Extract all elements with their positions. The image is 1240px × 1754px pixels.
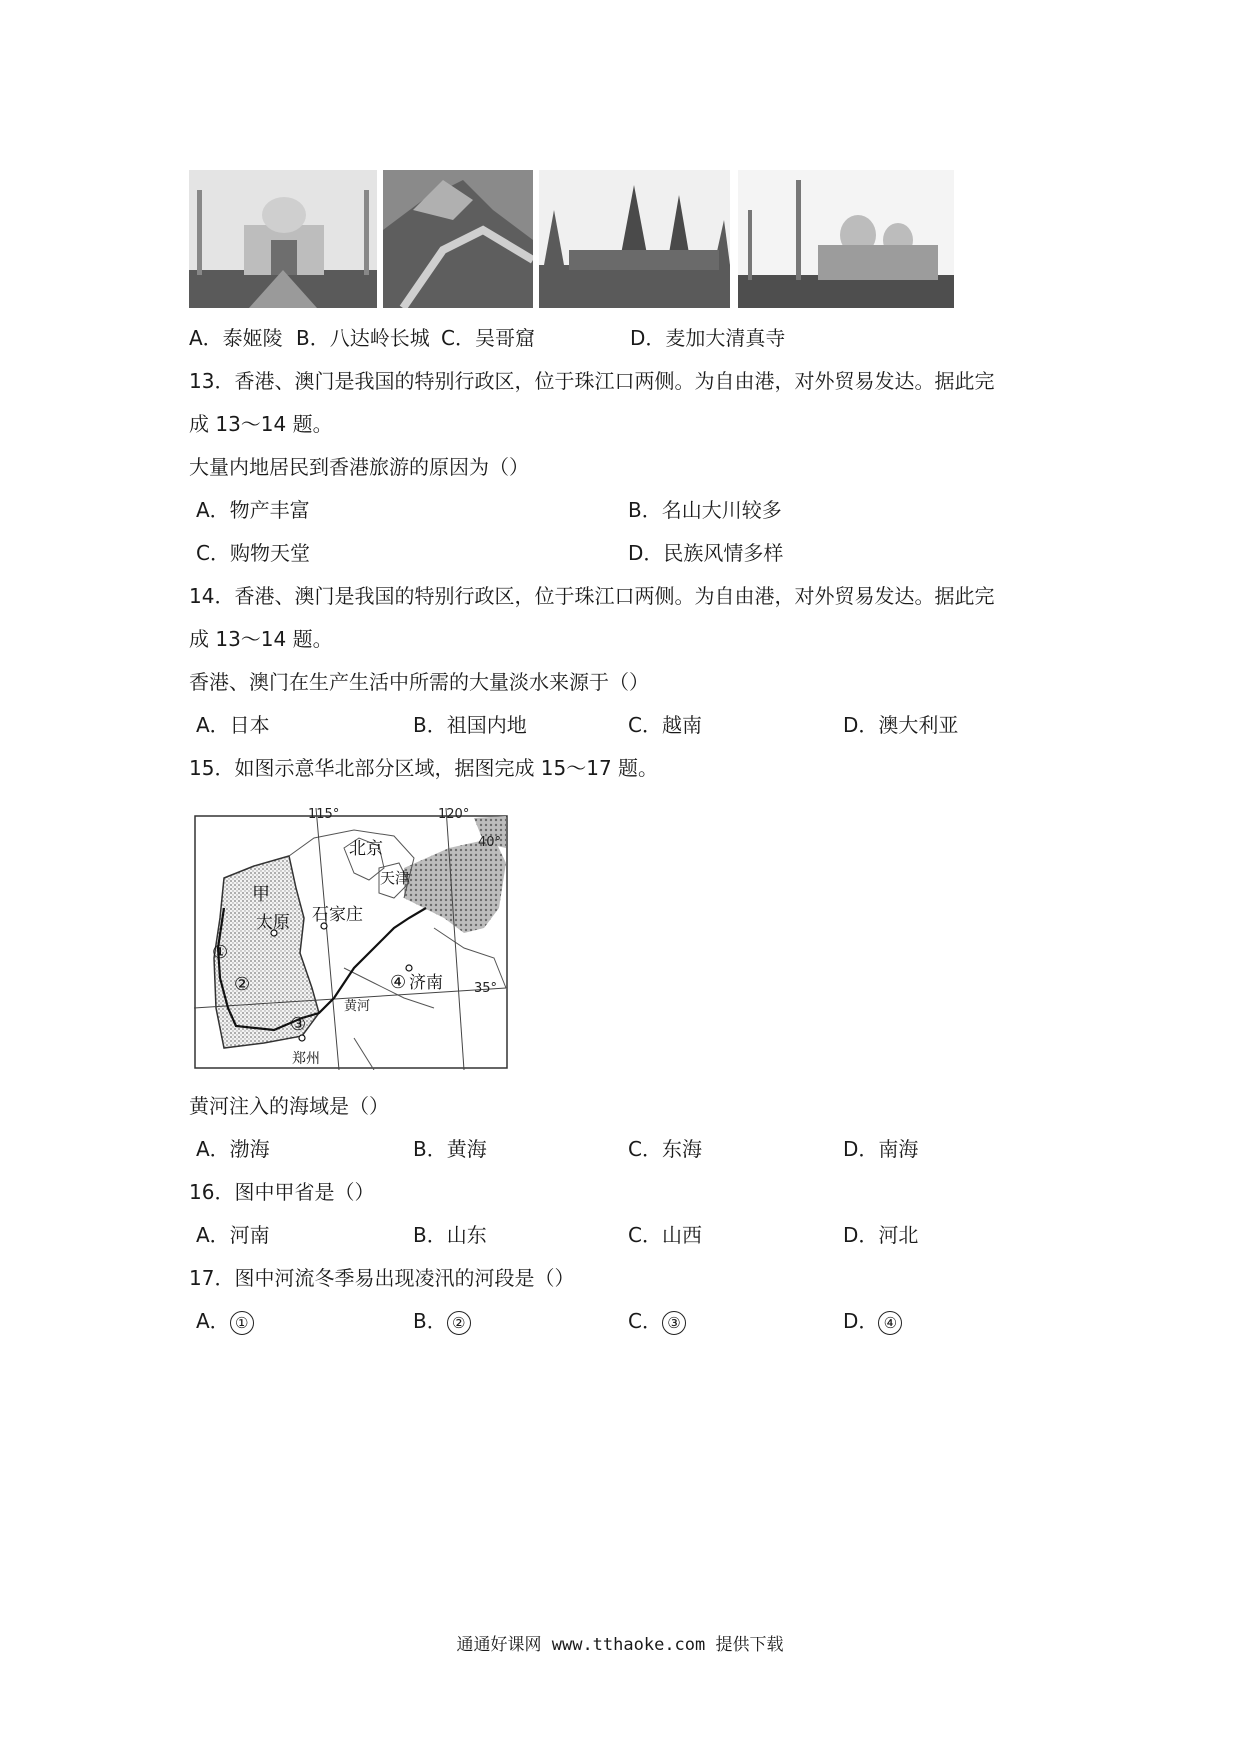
- segment-1: ①: [212, 942, 229, 963]
- q13-intro-line2: 成 13～14 题。: [189, 412, 333, 436]
- place-jinan: 济南: [409, 973, 443, 993]
- segment-2: ②: [234, 974, 251, 995]
- q17-option-a-prefix: A．: [196, 1309, 230, 1333]
- q13-option-d: D．民族风情多样: [628, 541, 784, 565]
- q14-intro-line2: 成 13～14 题。: [189, 627, 333, 651]
- q13-intro-line1: 13．香港、澳门是我国的特别行政区，位于珠江口两侧。为自由港，对外贸易发达。据此完: [189, 369, 995, 393]
- q12-option-c: C．吴哥窟: [441, 326, 535, 350]
- place-jia: 甲: [252, 884, 270, 905]
- place-taiyuan: 太原: [256, 913, 290, 933]
- place-beijing: 北京: [349, 839, 383, 859]
- place-shijiazhuang: 石家庄: [312, 905, 363, 925]
- lat-label-35: 35°: [474, 981, 498, 996]
- segment-4: ④: [390, 972, 407, 993]
- q15-option-c: C．东海: [628, 1137, 702, 1161]
- place-zhengzhou: 郑州: [292, 1051, 320, 1067]
- q17-option-b-mark: ②: [447, 1311, 471, 1335]
- q17-option-c-prefix: C．: [628, 1309, 662, 1333]
- great-wall-photo: [383, 170, 533, 308]
- q13-question: 大量内地居民到香港旅游的原因为（）: [189, 455, 529, 479]
- q17-option-b: [413, 1307, 471, 1335]
- place-tianjin: 天津: [380, 869, 411, 887]
- q16-option-a: A．河南: [196, 1223, 270, 1247]
- q12-option-a: A．泰姬陵: [189, 326, 283, 350]
- q12-option-d: D．麦加大清真寺: [630, 326, 786, 350]
- q15-question: 黄河注入的海域是（）: [189, 1094, 389, 1118]
- q13-option-a: A．物产丰富: [196, 498, 310, 522]
- city-dot-zhengzhou: [299, 1035, 305, 1041]
- q17-option-c-mark: ③: [662, 1311, 686, 1335]
- q12-option-b: B．八达岭长城: [296, 326, 430, 350]
- q14-question: 香港、澳门在生产生活中所需的大量淡水来源于（）: [189, 670, 649, 694]
- q17-option-a-mark: ①: [230, 1311, 254, 1335]
- q17-option-a: [196, 1307, 254, 1335]
- taj-mahal-photo: [189, 170, 377, 308]
- q17-option-b-prefix: B．: [413, 1309, 447, 1333]
- q14-intro-line1: 14．香港、澳门是我国的特别行政区，位于珠江口两侧。为自由港，对外贸易发达。据此完: [189, 584, 995, 608]
- q17-question: 17．图中河流冬季易出现凌汛的河段是（）: [189, 1266, 575, 1290]
- q15-intro: 15．如图示意华北部分区域，据图完成 15～17 题。: [189, 756, 659, 780]
- q17-option-d: [843, 1307, 902, 1335]
- q13-option-c: C．购物天堂: [196, 541, 310, 565]
- q14-option-c: C．越南: [628, 713, 702, 737]
- q14-option-d: D．澳大利亚: [843, 713, 959, 737]
- segment-3: ③: [290, 1014, 307, 1035]
- q17-option-c: [628, 1307, 686, 1335]
- q16-question: 16．图中甲省是（）: [189, 1180, 375, 1204]
- q14-option-a: A．日本: [196, 713, 270, 737]
- q15-option-b: B．黄海: [413, 1137, 487, 1161]
- q14-option-b: B．祖国内地: [413, 713, 527, 737]
- mecca-mosque-photo: [738, 170, 954, 308]
- q16-option-b: B．山东: [413, 1223, 487, 1247]
- lon-label-120: 120°: [438, 808, 470, 822]
- city-dot-jinan: [406, 965, 412, 971]
- q17-option-d-prefix: D．: [843, 1309, 879, 1333]
- lon-label-115: 115°: [308, 808, 340, 822]
- q16-option-c: C．山西: [628, 1223, 702, 1247]
- angkor-wat-photo: [539, 170, 730, 308]
- q13-option-b: B．名山大川较多: [628, 498, 782, 522]
- place-river: 黄河: [344, 999, 371, 1014]
- q17-option-d-mark: ④: [878, 1311, 902, 1335]
- q15-option-d: D．南海: [843, 1137, 919, 1161]
- north-china-map: [194, 808, 509, 1070]
- q16-option-d: D．河北: [843, 1223, 919, 1247]
- page-footer: 通通好课网 www.tthaoke.com 提供下载: [456, 1635, 784, 1655]
- lat-label-40: 40°: [478, 835, 502, 850]
- q15-option-a: A．渤海: [196, 1137, 270, 1161]
